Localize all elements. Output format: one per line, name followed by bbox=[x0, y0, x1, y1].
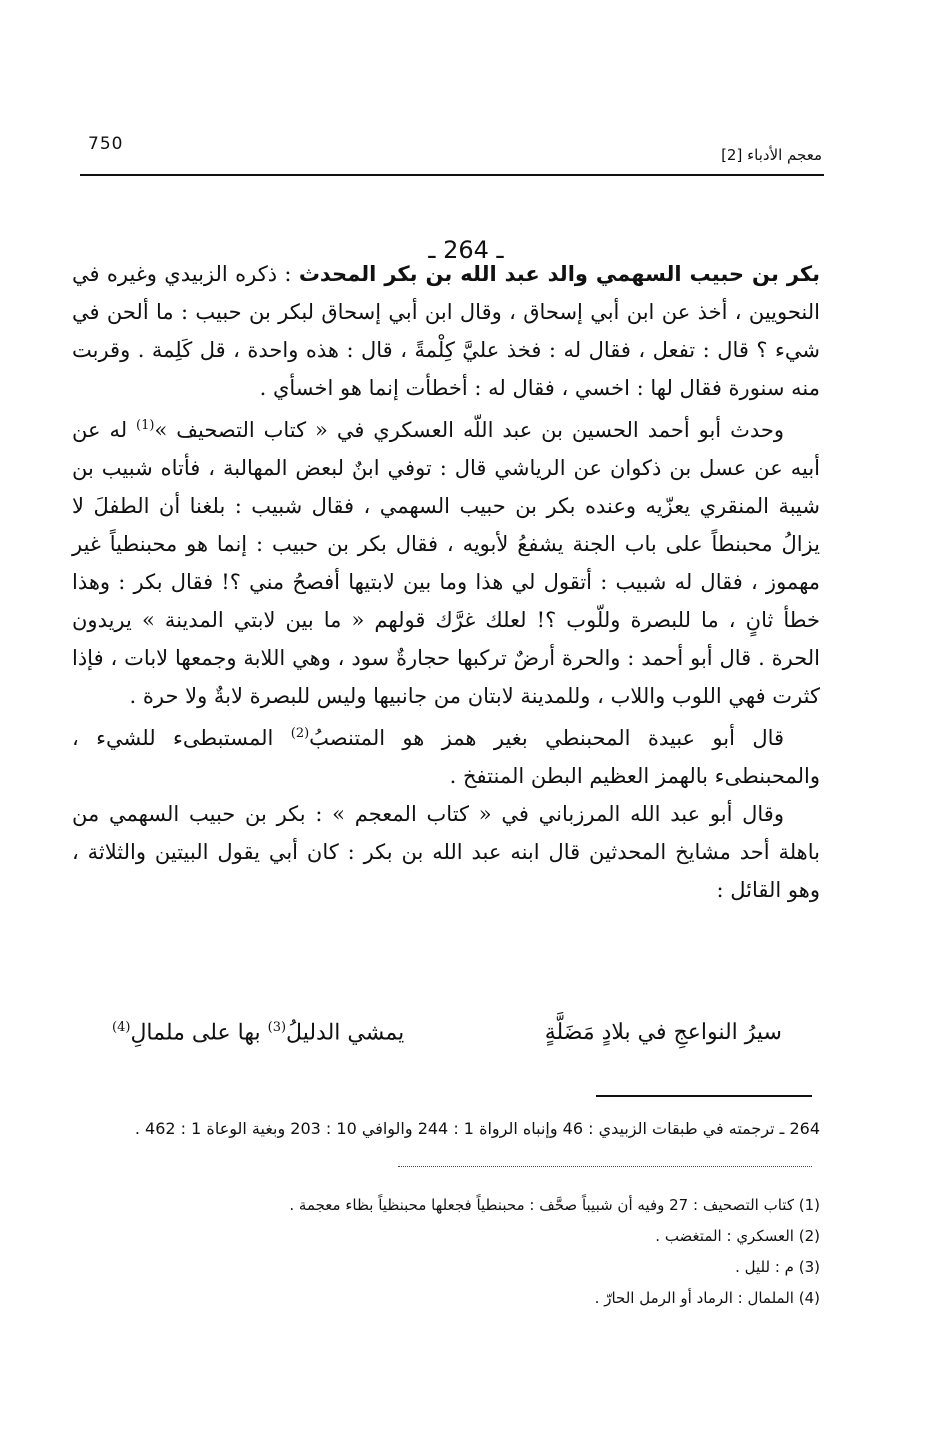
footnote-3: (3) م : لليل . bbox=[735, 1258, 820, 1276]
paragraph-2-text-a: وحدث أبو أحمد الحسين بن عبد اللّه العسكري في « كتاب التصحيف » bbox=[154, 418, 784, 442]
page-number: 750 bbox=[88, 134, 124, 154]
footnote-ref-1: (1) bbox=[136, 418, 155, 433]
running-head: معجم الأدباء [2] bbox=[721, 146, 822, 164]
entry-number: ـ 264 ـ bbox=[428, 236, 504, 264]
verse-second-text-b: بها على ملمالِ bbox=[130, 1020, 268, 1046]
verse-line bbox=[112, 1020, 782, 1045]
paragraph-4: وقال أبو عبد الله المرزباني في « كتاب المعجم » : بكر بن حبيب السهمي من باهلة أحد مشايخ المحدثين قال ابنه عبد الله بن بكر : كان أبي يقول البيتين والثلاثة ، وهو القائل : bbox=[72, 802, 820, 902]
footnote-rule bbox=[596, 1095, 812, 1097]
paragraph-2-text-b: له عن أبيه عن عسل بن ذكوان عن الرياشي قال : توفي ابنٌ لبعض المهالبة ، فأتاه شبيب بن شيبة المنقري يعزّيه وعنده بكر بن حبيب السهمي ، فقال شبيب : بلغنا أن الطفلَ لا يزالُ محبنطاً على باب الجنة يشفعُ لأبويه ، فقال بكر بن حبيب : إنما هو محبنطياً غير مهموز ، فقال له شبيب : أتقول لي هذا وما بين لابتيها أفصحُ مني ؟! فقال بكر : وهذا خطأ ثانٍ ، ما للبصرة وللّوب ؟! لعلك غرَّك قولهم « ما بين لابتي المدينة » يريدون الحرة . قال أبو أحمد : والحرة أرضٌ تركبها حجارةٌ سود ، وهي اللابة وجمعها لابات ، فإذا كثرت فهي اللوب واللاب ، وللمدينة لابتان من جانبيها وليس للبصرة لابةٌ ولا حرة . bbox=[72, 418, 820, 708]
verse-first-hemistich: سيرُ النواعجِ في بلادٍ مَضَلَّةٍ bbox=[544, 1020, 782, 1045]
verse-second-hemistich bbox=[112, 1020, 404, 1045]
paragraph-3 bbox=[72, 715, 820, 795]
paragraph-3-text-a: قال أبو عبيدة المحبنطي بغير همز هو المتنصبُ bbox=[309, 726, 785, 750]
footnote-ref-2: (2) bbox=[290, 726, 310, 741]
dotted-rule bbox=[398, 1166, 812, 1167]
paragraph-2 bbox=[72, 407, 820, 715]
header-rule bbox=[80, 174, 824, 176]
paragraph-1-text: : ذكره الزبيدي وغيره في النحويين ، أخذ عن ابن أبي إسحاق ، وقال ابن أبي إسحاق لبكر بن حبيب : ما ألحن في شيء ؟ قال : تفعل ، فقال له : فخذ عليَّ كِلْمةً ، قال : هذه واحدة ، قل كَلِمة . وقربت منه سنورة فقال لها : اخسي ، فقال له : أخطأت إنما هو اخسأي . bbox=[72, 262, 820, 400]
paragraph-3-text-b: المستبطىء للشيء ، والمحبنطىء بالهمز العظيم البطن المنتفخ . bbox=[72, 726, 820, 788]
footnote-ref-4: (4) bbox=[112, 1020, 131, 1035]
entry-name: بكر بن حبيب السهمي والد عبد الله بن بكر المحدث bbox=[298, 262, 820, 286]
footnote-4: (4) الملمال : الرماد أو الرمل الحارّ . bbox=[594, 1289, 820, 1307]
verse-second-text-a: يمشي الدليلُ bbox=[286, 1020, 405, 1046]
footnote-2: (2) العسكري : المتغضب . bbox=[655, 1227, 820, 1245]
entry-body bbox=[72, 255, 820, 909]
biography-note: 264 ـ ترجمته في طبقات الزبيدي : 46 وإنباه الرواة 1 : 244 والوافي 10 : 203 وبغية الوعاة 1 : 462 . bbox=[134, 1119, 820, 1138]
footnote-ref-3: (3) bbox=[267, 1020, 287, 1035]
footnotes bbox=[140, 1190, 820, 1314]
footnote-1: (1) كتاب التصحيف : 27 وفيه أن شبيباً صحَّف : محبنطياً فجعلها محبنظياً بظاء معجمة . bbox=[289, 1196, 820, 1214]
paragraph-1 bbox=[72, 255, 820, 407]
